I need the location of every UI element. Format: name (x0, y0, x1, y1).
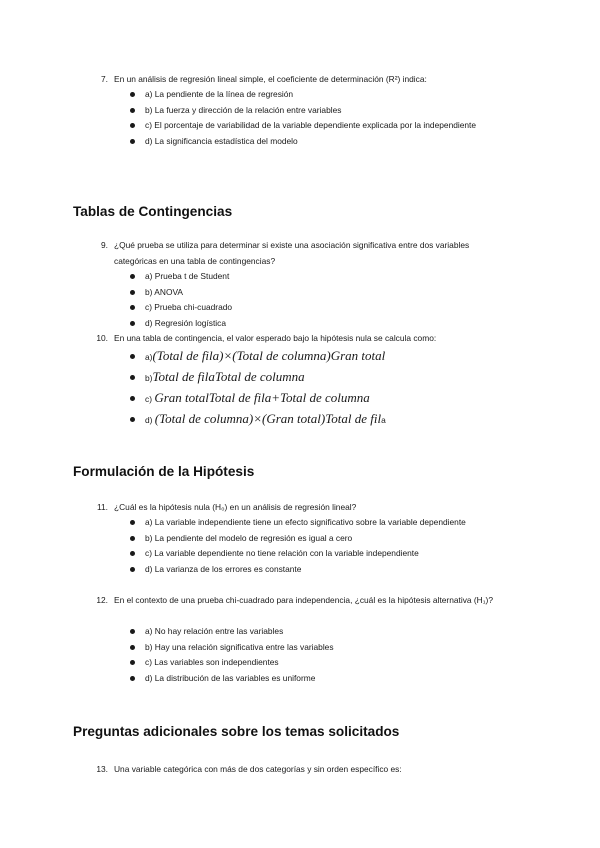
question-7 (92, 72, 512, 88)
option-b: b) La pendiente del modelo de regresión es igual a cero (130, 531, 510, 547)
question-number: 10. (96, 333, 108, 343)
option-d (130, 409, 510, 430)
question-text: En el contexto de una prueba chi-cuadrado para independencia, ¿cuál es la hipótesis alternativa (H₁)? (114, 595, 494, 605)
section-heading-hipotesis: Formulación de la Hipótesis (73, 464, 255, 479)
formula-suffix: a (381, 415, 386, 425)
option-prefix: c) (145, 394, 152, 404)
option-d: d) La distribución de las variables es uniforme (130, 671, 510, 687)
question-12-options (130, 624, 510, 686)
option-a: a) La pendiente de la línea de regresión (130, 87, 510, 103)
question-12 (92, 593, 512, 609)
option-c: c) La variable dependiente no tiene relación con la variable independiente (130, 546, 510, 562)
option-prefix: a) (145, 352, 153, 362)
question-11 (92, 500, 512, 516)
option-d: d) Regresión logística (130, 316, 510, 332)
question-13 (92, 762, 512, 778)
question-number: 7. (101, 74, 108, 84)
formula: Gran totalTotal de fila+Total de columna (154, 390, 370, 405)
section-heading-adicionales: Preguntas adicionales sobre los temas solicitados (73, 724, 400, 739)
option-a (130, 346, 510, 367)
question-10-options (130, 346, 510, 430)
question-11-options (130, 515, 510, 577)
formula: Total de filaTotal de columna (152, 369, 305, 384)
option-d: d) La significancia estadística del modelo (130, 134, 510, 150)
question-9-options (130, 269, 510, 331)
question-10 (92, 331, 512, 347)
option-b: b) Hay una relación significativa entre las variables (130, 640, 510, 656)
section-heading-contingencias: Tablas de Contingencias (73, 204, 233, 219)
option-c (130, 388, 510, 409)
option-b: b) La fuerza y dirección de la relación entre variables (130, 103, 510, 119)
option-prefix: d) (145, 415, 153, 425)
question-number: 11. (96, 502, 108, 512)
question-number: 13. (96, 764, 108, 774)
option-b (130, 367, 510, 388)
formula: (Total de columna)×(Gran total)Total de fil (154, 411, 382, 426)
question-9 (92, 238, 512, 269)
question-number: 9. (101, 240, 108, 250)
formula: (Total de fila)×(Total de columna)Gran total (152, 348, 386, 363)
option-d: d) La varianza de los errores es constante (130, 562, 510, 578)
option-a: a) La variable independiente tiene un efecto significativo sobre la variable dependiente (130, 515, 510, 531)
question-number: 12. (96, 595, 108, 605)
question-text: ¿Qué prueba se utiliza para determinar si existe una asociación significativa entre dos variables categóricas en una tabla de contingencias? (114, 240, 470, 266)
option-a: a) No hay relación entre las variables (130, 624, 510, 640)
option-c: c) El porcentaje de variabilidad de la variable dependiente explicada por la independiente (130, 118, 510, 134)
option-prefix: b) (145, 373, 153, 383)
question-text: En una tabla de contingencia, el valor esperado bajo la hipótesis nula se calcula como: (114, 333, 437, 343)
option-c: c) Prueba chi-cuadrado (130, 300, 510, 316)
option-b: b) ANOVA (130, 285, 510, 301)
question-7-options (130, 87, 510, 149)
question-text: Una variable categórica con más de dos categorías y sin orden específico es: (114, 764, 402, 774)
option-a: a) Prueba t de Student (130, 269, 510, 285)
option-c: c) Las variables son independientes (130, 655, 510, 671)
question-text: ¿Cuál es la hipótesis nula (H₀) en un análisis de regresión lineal? (114, 502, 357, 512)
question-text: En un análisis de regresión lineal simple, el coeficiente de determinación (R²) indica: (114, 74, 427, 84)
